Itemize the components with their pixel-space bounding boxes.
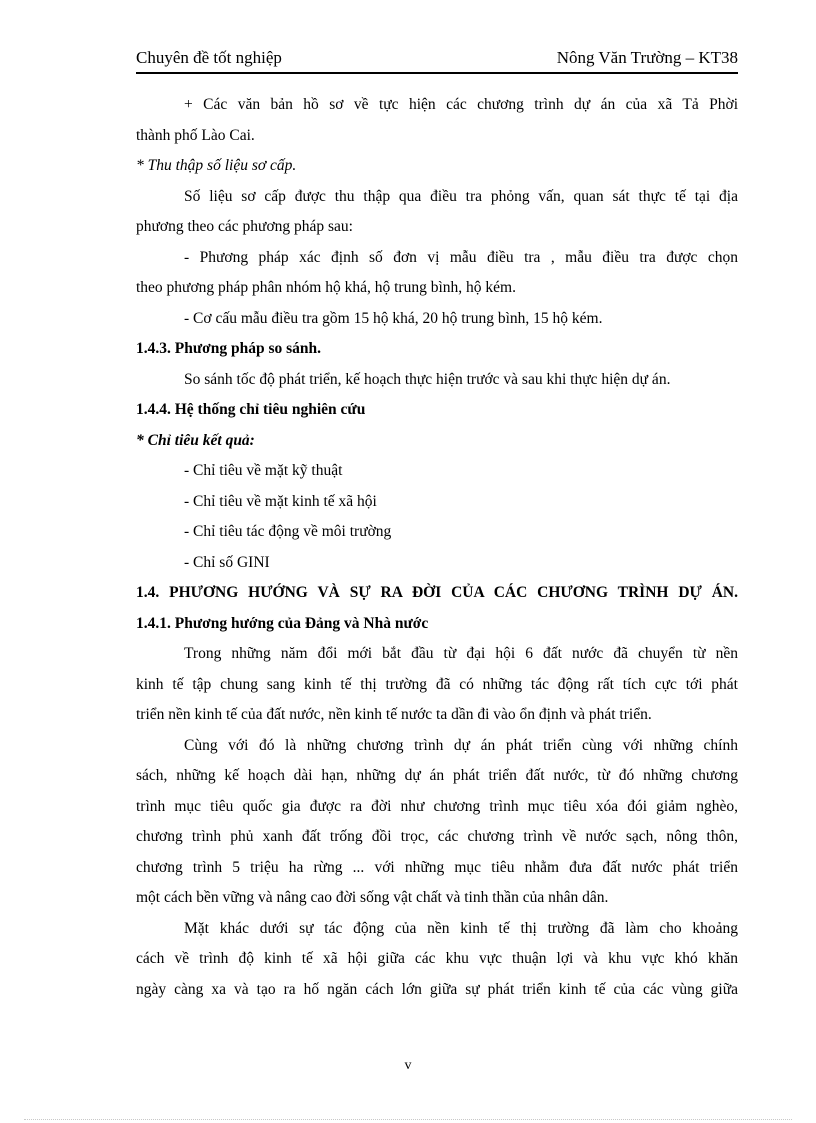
section-heading: 1.4.1. Phương hướng của Đảng và Nhà nước — [136, 614, 429, 632]
text-line: trình mục tiêu quốc gia được ra đời như chương trình mục tiêu xóa đói giảm nghèo, — [136, 797, 738, 815]
text-line: + Các văn bản hồ sơ về tực hiện các chương trình dự án của xã Tả Phời — [184, 96, 738, 113]
page-header — [136, 48, 738, 74]
text-line: So sánh tốc độ phát triển, kế hoạch thực hiện trước và sau khi thực hiện dự án. — [184, 370, 671, 388]
header-author: Nông Văn Trường – KT38 — [556, 48, 738, 67]
subheading: * Chỉ tiêu kết quả: — [136, 431, 255, 449]
text-line: triển nền kinh tế của đất nước, nền kinh tế nước ta dần đi vào ổn định và phát triển. — [136, 706, 652, 723]
page-edge-divider — [24, 1119, 792, 1120]
text-line: - Phương pháp xác định số đơn vị mẫu điều tra , mẫu điều tra được chọn — [184, 248, 738, 266]
section-heading: 1.4.4. Hệ thống chỉ tiêu nghiên cứu — [136, 401, 366, 418]
subheading: * Thu thập số liệu sơ cấp. — [136, 157, 297, 174]
text-line: Cùng với đó là những chương trình dự án phát triển cùng với những chính — [184, 736, 738, 754]
list-item: - Chỉ tiêu tác động về môi trường — [184, 523, 392, 540]
text-line: phương theo các phương pháp sau: — [136, 218, 353, 235]
page-number: v — [404, 1058, 412, 1073]
text-line: Mặt khác dưới sự tác động của nền kinh tế thị trường đã làm cho khoảng — [184, 919, 738, 937]
text-line: Số liệu sơ cấp được thu thập qua điều tra phỏng vấn, quan sát thực tế tại địa — [184, 187, 738, 205]
list-item: - Chỉ tiêu về mặt kinh tế xã hội — [184, 492, 377, 510]
text-line: một cách bền vững và nâng cao đời sống vật chất và tinh thần của nhân dân. — [136, 889, 609, 906]
document-body — [136, 90, 738, 1005]
header-title: Chuyên đề tốt nghiệp — [136, 48, 282, 67]
text-line: chương trình 5 triệu ha rừng ... với những mục tiêu nhằm đưa đất nước phát triển — [136, 858, 738, 876]
list-item: - Chỉ tiêu về mặt kỹ thuật — [184, 462, 343, 479]
text-line: ngày càng xa và tạo ra hố ngăn cách lớn giữa sự phát triển kinh tế của các vùng giữa — [136, 980, 738, 998]
list-item: - Chỉ số GINI — [184, 553, 270, 571]
text-line: sách, những kế hoạch dài hạn, những dự án phát triển đất nước, từ đó những chương — [136, 767, 738, 784]
text-line: kinh tế tập chung sang kinh tế thị trường đã có những tác động rất tích cực tới phát — [136, 675, 738, 693]
text-line: cách về trình độ kinh tế xã hội giữa các khu vực thuận lợi và khu vực khó khăn — [136, 950, 738, 967]
chapter-heading: 1.4. PHƯƠNG HƯỚNG VÀ SỰ RA ĐỜI CỦA CÁC CHƯƠNG TRÌNH DỰ ÁN. — [136, 584, 738, 601]
text-line: thành phố Lào Cai. — [136, 126, 255, 144]
text-line: chương trình phủ xanh đất trống đồi trọc, các chương trình về nước sạch, nông thôn, — [136, 828, 738, 845]
text-line: theo phương pháp phân nhóm hộ khá, hộ trung bình, hộ kém. — [136, 279, 516, 296]
text-line: Trong những năm đổi mới bắt đầu từ đại hội 6 đất nước đã chuyển từ nền — [184, 645, 738, 662]
section-heading: 1.4.3. Phương pháp so sánh. — [136, 340, 322, 357]
text-line: - Cơ cấu mẫu điều tra gồm 15 hộ khá, 20 hộ trung bình, 15 hộ kém. — [184, 309, 603, 327]
